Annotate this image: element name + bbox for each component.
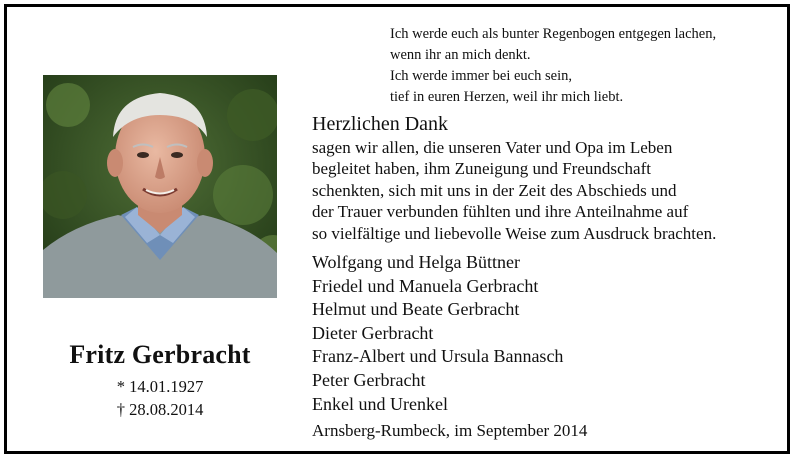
family-member: Enkel und Urenkel: [312, 393, 448, 414]
life-dates: [40, 375, 280, 421]
place-and-date: Arnsberg-Rumbeck, im September 2014: [312, 421, 588, 440]
poem-line: wenn ihr an mich denkt.: [390, 47, 531, 63]
family-member: Dieter Gerbracht: [312, 322, 434, 343]
family-member: Helmut und Beate Gerbracht: [312, 299, 520, 320]
birth-date: * 14.01.1927: [116, 377, 204, 396]
family-member: Franz-Albert und Ursula Bannasch: [312, 346, 564, 367]
thanks-text: [312, 137, 782, 244]
poem-line: Ich werde immer bei euch sein,: [390, 68, 572, 84]
poem: [390, 24, 780, 108]
family-member: Friedel und Manuela Gerbracht: [312, 275, 539, 296]
thanks-line: sagen wir allen, die unseren Vater und Opa im Leben: [312, 138, 673, 157]
thanks-title: Herzlichen Dank: [312, 113, 449, 135]
family-list: [312, 251, 782, 416]
thanks-line: so vielfältige und liebevolle Weise zum Ausdruck brachten.: [312, 223, 717, 243]
deceased-name: Fritz Gerbracht: [69, 340, 251, 369]
family-member: Peter Gerbracht: [312, 369, 426, 390]
thanks-line: schenkten, sich mit uns in der Zeit des Abschieds und: [312, 180, 677, 200]
poem-line: tief in euren Herzen, weil ihr mich liebt.: [390, 89, 624, 105]
thanks-line: der Trauer verbunden fühlten und ihre Anteilnahme auf: [312, 202, 689, 222]
death-date: † 28.08.2014: [116, 400, 204, 419]
portrait-photo: [43, 75, 277, 298]
family-member: Wolfgang und Helga Büttner: [312, 252, 521, 272]
thanks-section: [312, 112, 782, 244]
poem-line: Ich werde euch als bunter Regenbogen entgegen lachen,: [390, 26, 717, 42]
thanks-line: begleitet haben, ihm Zuneigung und Freundschaft: [312, 159, 651, 179]
